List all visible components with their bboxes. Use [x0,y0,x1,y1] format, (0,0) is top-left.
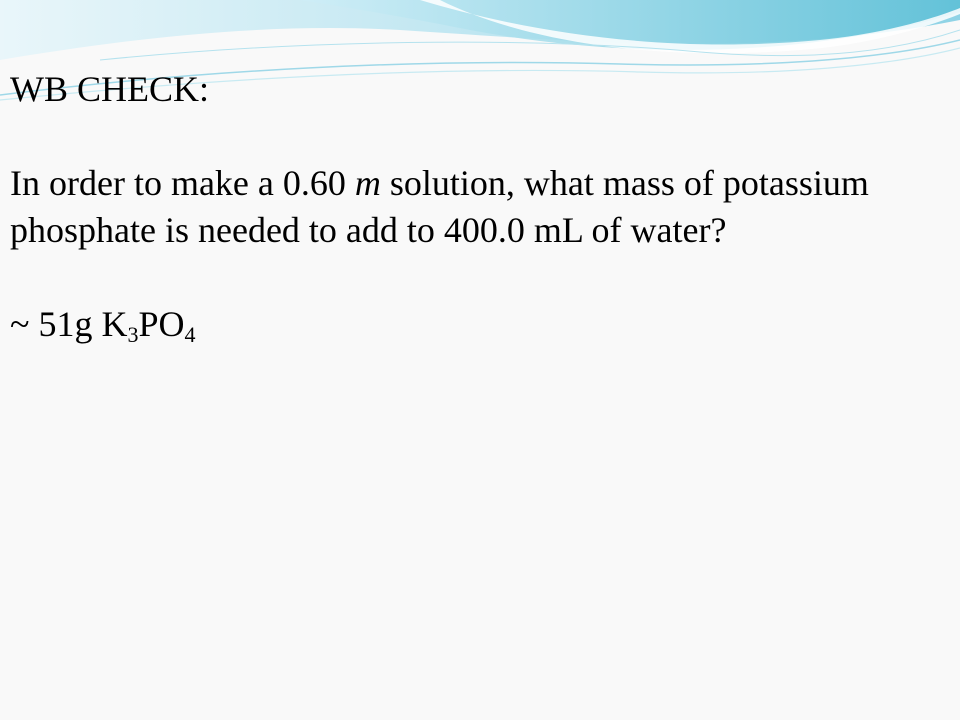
spacer [10,113,950,160]
question-text [10,160,950,254]
answer-mid: PO [138,304,185,344]
answer-text [10,301,950,348]
subscript-4: 4 [184,322,196,347]
answer-prefix: ~ 51g K [10,304,128,344]
slide-content [10,66,950,348]
subscript-3: 3 [127,322,139,347]
question-part2: solution, what mass of potassium phosphate is needed to add to 400.0 mL of water? [10,163,869,250]
molality-unit: m [354,163,381,203]
slide-heading: WB CHECK: [10,69,210,109]
question-part1: In order to make a 0.60 [10,163,355,203]
spacer [10,254,950,301]
